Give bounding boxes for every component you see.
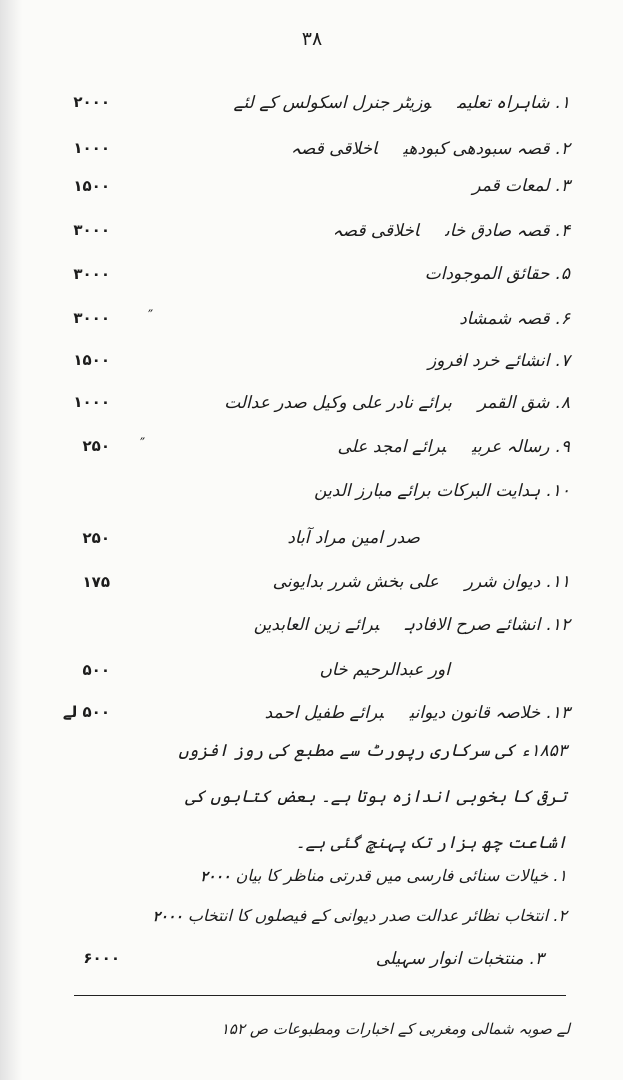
item-price: ۱۰۰۰ bbox=[73, 393, 110, 411]
item-price: ۲۵۰ bbox=[82, 529, 110, 547]
item-title: لمعات قمر bbox=[472, 176, 550, 196]
item-price: ۲۰۰۰ bbox=[152, 909, 183, 925]
list-item: ۱۳.خلاصہ قانون دیوانیبرائے طفیل احمد ۵۰۰ لے bbox=[30, 694, 570, 736]
item-price: ۱۰۰۰ bbox=[73, 139, 110, 157]
item-title: رسالہ عربی bbox=[471, 437, 550, 457]
list-item: ۱۰.ہدایت البرکات برائے مبارز الدین bbox=[314, 481, 570, 501]
item-title: حقائق الموجودات bbox=[424, 264, 550, 284]
list-item: ۲. انتخاب نظائر عدالت صدر دیوانی کے فیصلوں کا انتخاب ۲۰۰۰ bbox=[152, 906, 567, 925]
item-title: صدر امین مراد آباد bbox=[287, 528, 420, 548]
footnote-divider bbox=[74, 995, 566, 996]
item-title: خیالات سنائی فارسی میں قدرتی مناظر کا بیان bbox=[235, 866, 549, 885]
item-title: انشائے صرح الافادہ bbox=[404, 615, 541, 635]
item-price: ۲۰۰۰ bbox=[200, 869, 231, 885]
item-title: شاہراہ تعلیم bbox=[457, 93, 550, 113]
item-note: برائے امجد علی bbox=[337, 437, 446, 457]
item-note: اخلاقی قصہ bbox=[290, 139, 378, 159]
item-price: ۱۷۵ bbox=[82, 573, 110, 591]
list-item: ۶.قصہ شمشاد ″ ۳۰۰۰ bbox=[30, 300, 570, 342]
list-item-continuation bbox=[30, 652, 570, 694]
footnote: لے صوبہ شمالی ومغربی کے اخبارات ومطبوعات ص ۱۵۲ bbox=[220, 1020, 570, 1038]
item-price: ۵۰۰ bbox=[82, 661, 110, 679]
list-item: ۵.حقائق الموجودات ۳۰۰۰ bbox=[30, 256, 570, 298]
item-note: علی بخش شرر بدایونی bbox=[272, 572, 439, 592]
item-note: برائے زین العابدین bbox=[253, 615, 379, 635]
list-item: ۱۲.انشائے صرح الافادہبرائے زین العابدین bbox=[253, 615, 570, 635]
list-item: ۳.منتخبات انوار سہیلی ۶۰۰۰ bbox=[30, 940, 570, 982]
item-price: ۱۵۰۰ bbox=[73, 177, 110, 195]
item-title: قصہ صادق خاں bbox=[445, 221, 550, 241]
item-title: قصہ شمشاد bbox=[459, 309, 550, 329]
item-price: ۱۵۰۰ bbox=[73, 351, 110, 369]
item-price: ۳۰۰۰ bbox=[73, 309, 110, 327]
item-title: اور عبدالرحیم خاں bbox=[319, 660, 450, 680]
item-note: برائے طفیل احمد bbox=[264, 703, 384, 723]
page-number: ۳۸ bbox=[301, 28, 323, 50]
list-item: ۷.انشائے خرد افروز ۱۵۰۰ bbox=[30, 342, 570, 384]
item-note: وزیٹر جنرل اسکولس کے لئے bbox=[233, 93, 432, 113]
item-price: ۶۰۰۰ bbox=[83, 949, 120, 967]
item-price: ۲۰۰۰ bbox=[73, 93, 110, 111]
item-title: انشائے خرد افروز bbox=[428, 351, 550, 371]
item-price: ۲۵۰ bbox=[82, 437, 110, 455]
item-title: ہدایت البرکات برائے مبارز الدین bbox=[314, 481, 541, 501]
list-item: ۸.شق القمربرائے نادر علی وکیل صدر عدالت ۱۰۰۰ bbox=[30, 384, 570, 426]
ditto-mark: ″ bbox=[140, 436, 146, 452]
list-item: ۲.قصہ سبودھی کبودھیاخلاقی قصہ ۱۰۰۰ bbox=[30, 130, 570, 172]
item-title: انتخاب نظائر عدالت صدر دیوانی کے فیصلوں کا انتخاب bbox=[187, 906, 549, 925]
item-title: دیوان شرر bbox=[464, 572, 541, 592]
list-item: ۳.لمعات قمر ۱۵۰۰ bbox=[30, 168, 570, 210]
item-price: ۵۰۰ لے bbox=[62, 703, 110, 721]
item-note: برائے نادر علی وکیل صدر عدالت bbox=[224, 393, 452, 413]
item-title: قصہ سبودھی کبودھی bbox=[403, 139, 550, 159]
item-title: منتخبات انوار سہیلی bbox=[375, 949, 524, 969]
ditto-mark: ″ bbox=[148, 308, 154, 324]
page-edge-shadow bbox=[0, 0, 22, 1080]
list-item: ۴.قصہ صادق خاںاخلاقی قصہ ۳۰۰۰ bbox=[30, 212, 570, 254]
item-price: ۳۰۰۰ bbox=[73, 265, 110, 283]
list-item: ۹.رسالہ عربیبرائے امجد علی ″ ۲۵۰ bbox=[30, 428, 570, 470]
list-item: ۱.شاہراہ تعلیموزیٹر جنرل اسکولس کے لئے ۲۰۰۰ bbox=[30, 84, 570, 126]
item-title: خلاصہ قانون دیوانی bbox=[409, 703, 541, 723]
report-paragraph: ۱۸۵۳ء کی سرکاری رپورٹ سے مطبع کی روز افزوں ترقی کا بخوبی اندازہ ہوتا ہے۔ بعض کتابوں کی اشاعت چھ ہزار تک پہنچ گئی ہے۔ bbox=[178, 741, 567, 853]
list-item: ۱. خیالات سنائی فارسی میں قدرتی مناظر کا بیان ۲۰۰۰ bbox=[200, 866, 567, 885]
item-note: اخلاقی قصہ bbox=[332, 221, 420, 241]
list-item: ۱۱.دیوان شررعلی بخش شرر بدایونی ۱۷۵ bbox=[30, 564, 570, 606]
list-item-continuation bbox=[30, 520, 570, 562]
item-title: شق القمر bbox=[477, 393, 550, 413]
item-price: ۳۰۰۰ bbox=[73, 221, 110, 239]
